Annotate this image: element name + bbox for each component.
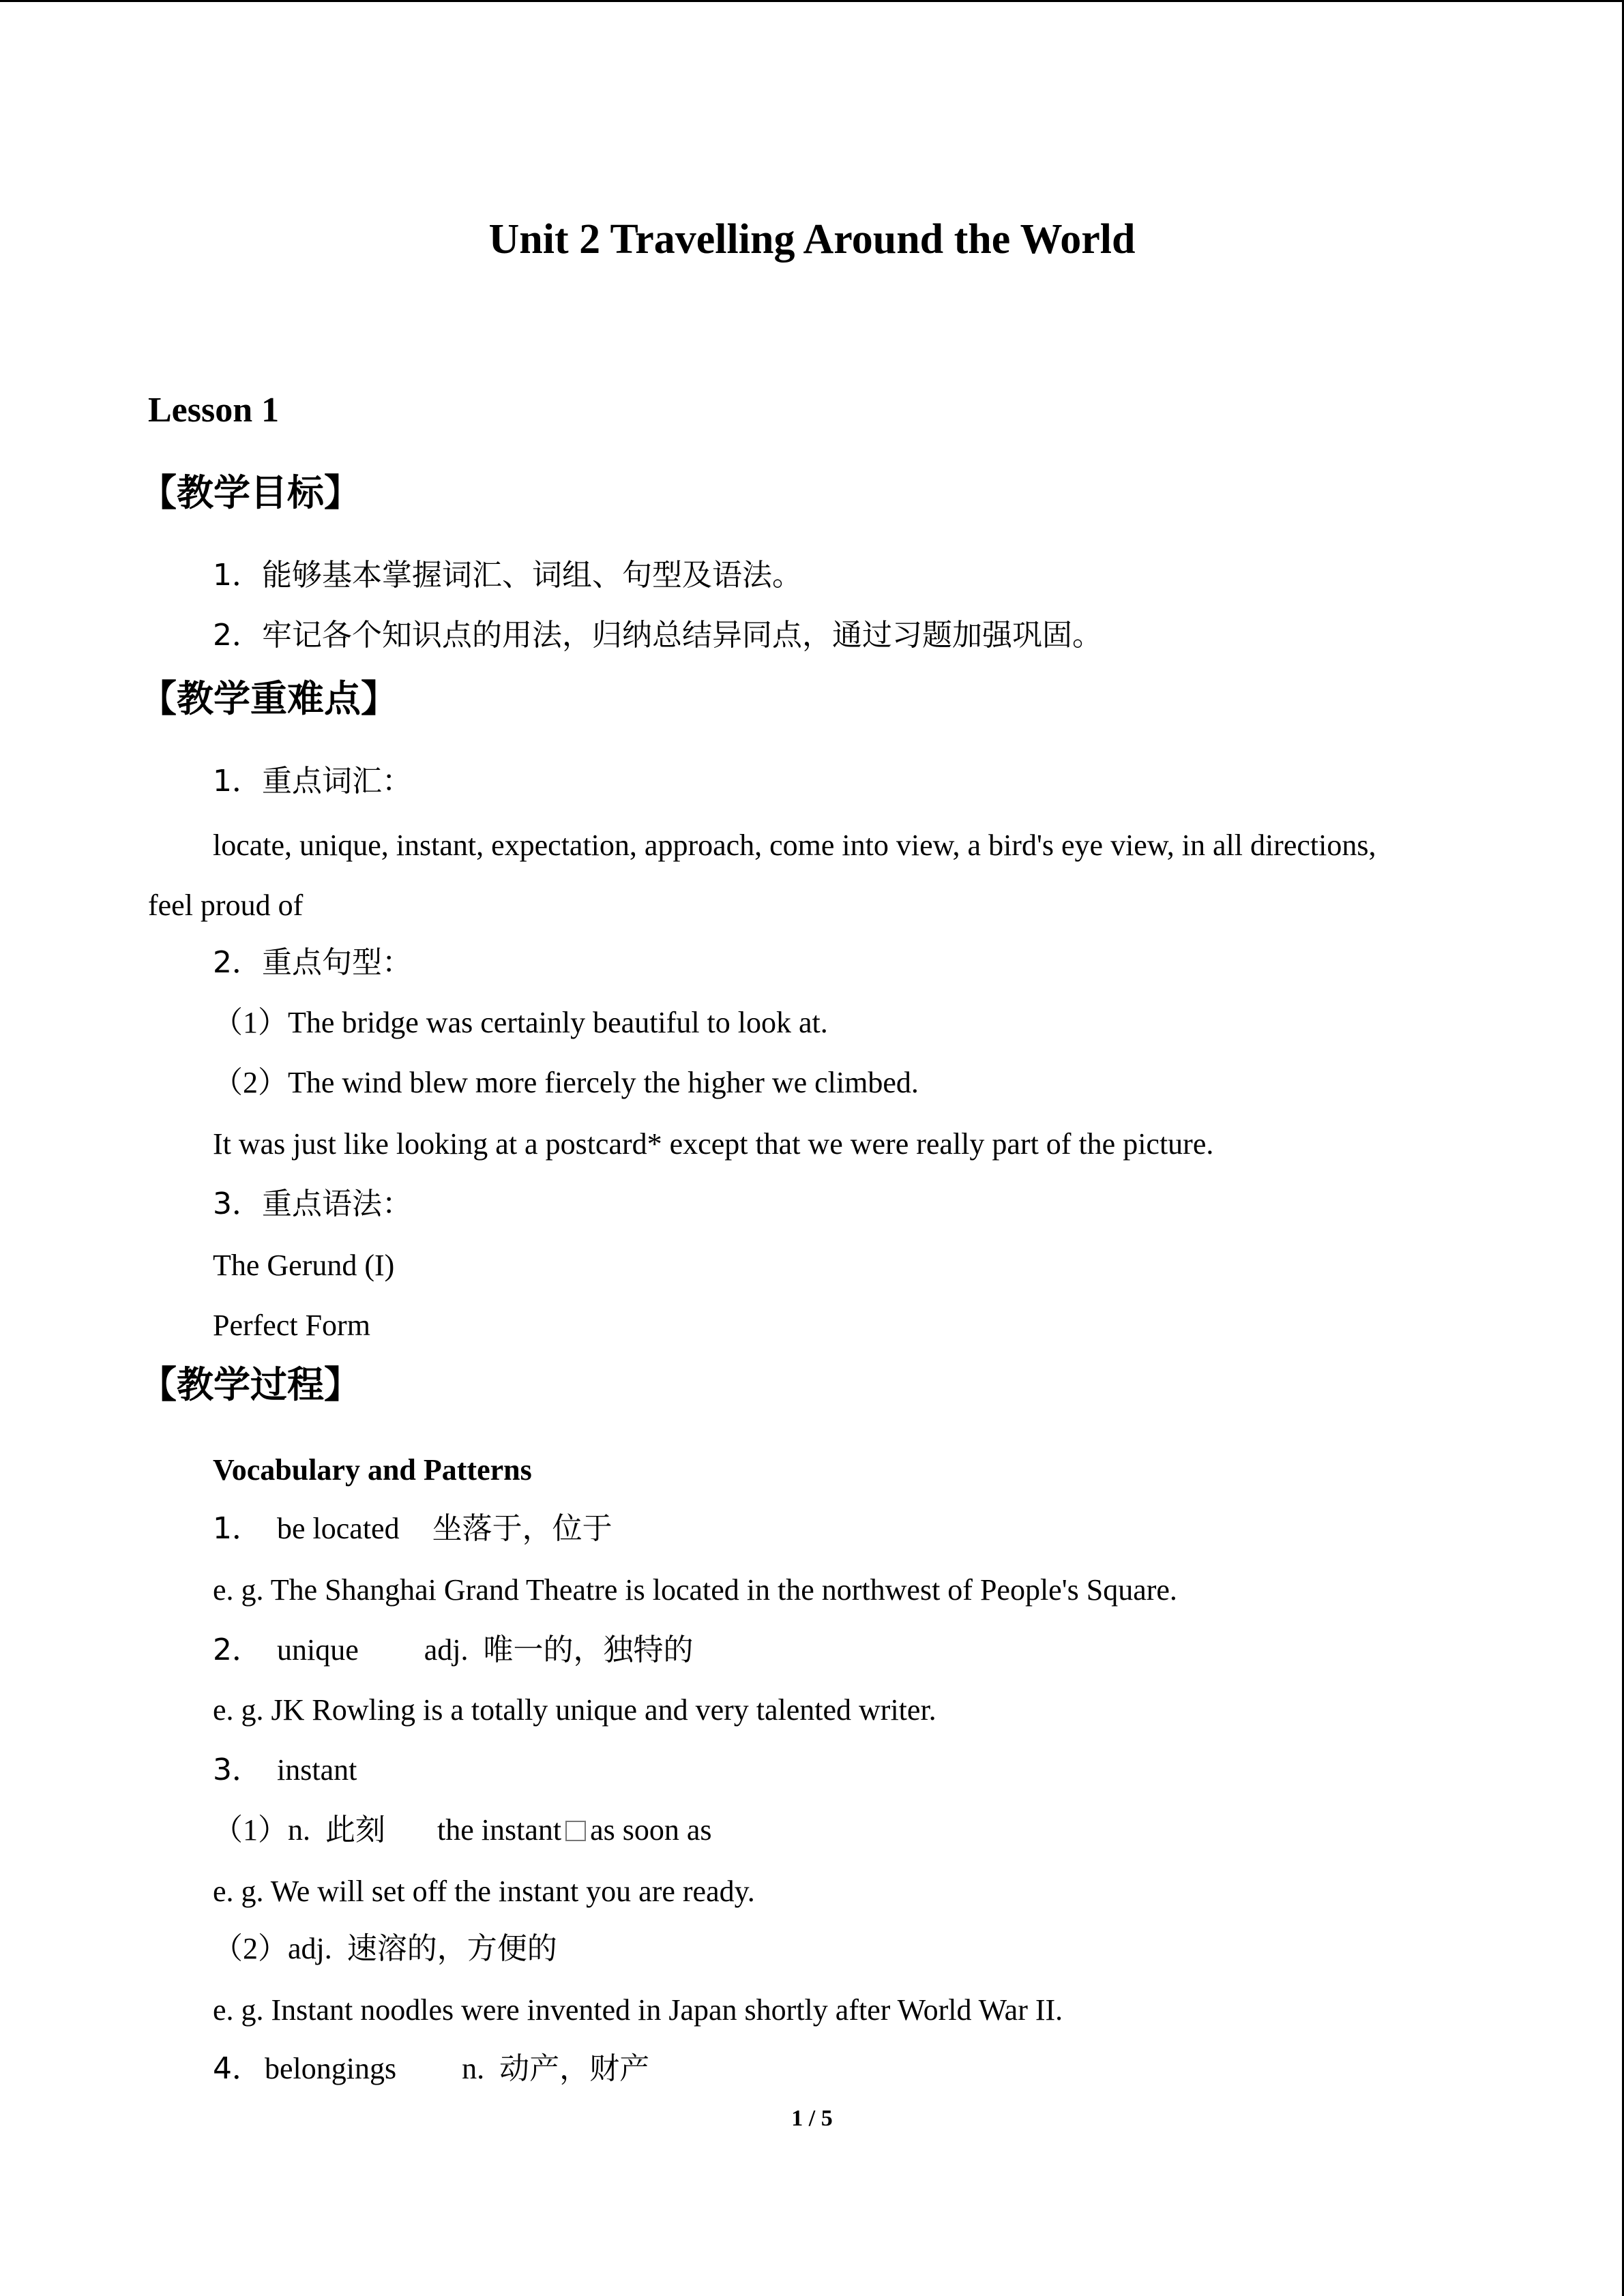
objectives-heading: 【教学目标】 [140,471,361,514]
pattern-2: （2）The wind blew more fiercely the higher we climbed. [213,1066,919,1099]
vocab-item-2 [213,1632,694,1667]
vocab-label: 1．重点词汇： [213,764,412,799]
vocab-item-4-pos: n. [462,2052,485,2085]
sense-1-meaning: 此刻 [325,1813,385,1847]
vocab-patterns-subheading: Vocabulary and Patterns [213,1453,532,1487]
vocab-item-3-number: 3． [213,1753,262,1787]
lesson-heading: Lesson 1 [148,391,280,430]
process-heading: 【教学过程】 [140,1363,361,1406]
sense-2-meaning: 速溶的，方便的 [346,1931,557,1966]
objective-item-1: 1．能够基本掌握词汇、词组、句型及语法。 [213,558,802,593]
vocab-list-line-1: locate, unique, instant, expectation, approach, come into view, a bird's eye view, in all directions, [213,829,1376,862]
grammar-item-1: The Gerund (I) [213,1249,395,1282]
sense-1-label: （1）n. [213,1813,310,1847]
vocab-item-2-pos: adj. [424,1633,469,1667]
sense-1-equivalent: as soon as [590,1813,712,1847]
vocab-item-2-number: 2． [213,1632,262,1667]
vocab-list-line-2: feel proud of [148,889,304,922]
vocab-item-2-example: e. g. JK Rowling is a totally unique and very talented writer. [213,1693,936,1727]
grammar-label: 3．重点语法： [213,1187,412,1221]
vocab-item-3-example-1: e. g. We will set off the instant you are ready. [213,1875,755,1908]
patterns-label: 2．重点句型： [213,945,412,980]
vocab-item-3 [213,1755,357,1785]
equivalence-box-icon [565,1821,586,1841]
vocab-item-4-number: 4． [213,2051,262,2086]
vocab-item-3-word: instant [277,1753,357,1787]
vocab-item-1-example: e. g. The Shanghai Grand Theatre is located in the northwest of People's Square. [213,1573,1177,1607]
vocab-item-3-example-2: e. g. Instant noodles were invented in Japan shortly after World War II. [213,1993,1063,2027]
vocab-item-3-sense-1 [213,1815,712,1845]
objective-item-2: 2．牢记各个知识点的用法，归纳总结异同点，通过习题加强巩固。 [213,618,1102,653]
sense-1-phrase: the instant [437,1813,562,1847]
vocab-item-4 [213,2051,650,2086]
pattern-3: It was just like looking at a postcard* except that we were really part of the picture. [213,1127,1214,1161]
vocab-item-3-sense-2 [213,1931,557,1966]
page-number: 1 / 5 [791,2106,833,2131]
pattern-1: （1）The bridge was certainly beautiful to look at. [213,1006,828,1039]
key-points-heading: 【教学重难点】 [140,677,398,720]
vocab-item-1-word: be located [277,1512,400,1545]
vocab-item-2-word: unique [277,1633,359,1667]
vocab-item-4-meaning: 动产，财产 [499,2051,650,2086]
vocab-item-1-number: 1． [213,1511,262,1546]
vocab-item-4-word: belongings [265,2052,397,2085]
vocab-item-1-meaning: 坐落于，位于 [432,1511,612,1546]
vocab-item-2-meaning: 唯一的，独特的 [483,1632,694,1667]
grammar-item-2: Perfect Form [213,1309,370,1342]
document-title: Unit 2 Travelling Around the World [488,216,1136,263]
sense-2-label: （2）adj. [213,1932,332,1965]
vocab-item-1 [213,1511,612,1546]
